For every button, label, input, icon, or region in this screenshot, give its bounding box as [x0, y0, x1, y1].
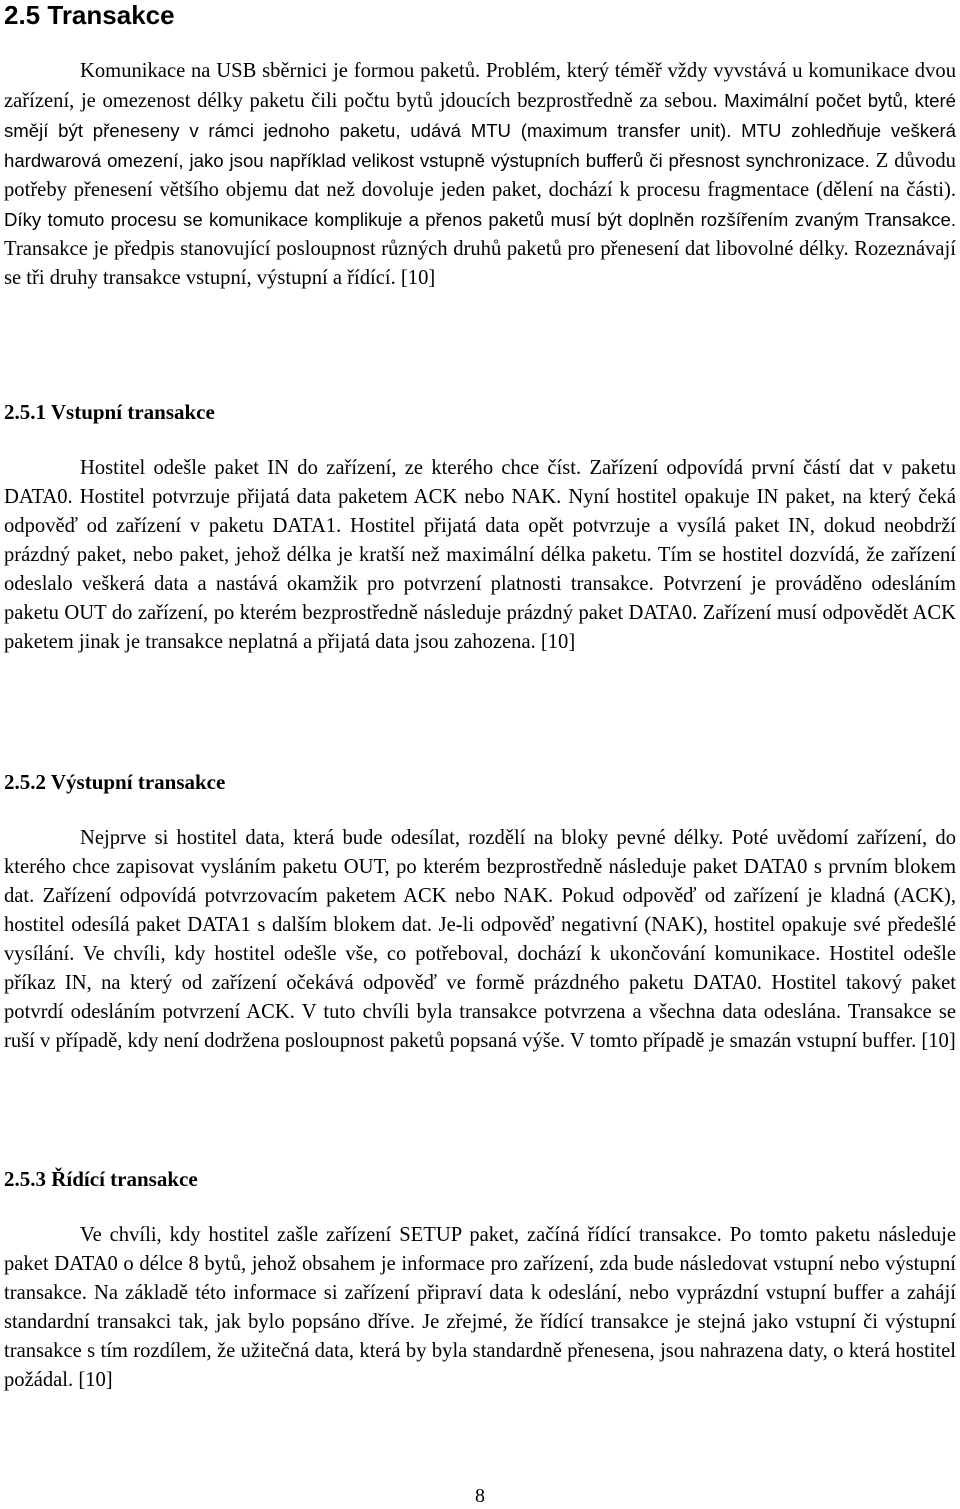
- subsection-title-control-transaction: 2.5.3 Řídící transakce: [4, 1167, 198, 1191]
- subsection-title-output-transaction: 2.5.2 Výstupní transakce: [4, 770, 226, 794]
- section-title: 2.5 Transakce: [4, 0, 175, 30]
- section-intro-paragraph: [4, 57, 956, 293]
- intro-sentence-1: Komunikace na USB sběrnici je formou paketů. Problém, který téměř vždy vyvstává u komunikace dvou zařízení, je omezenost délky paketu čili počtu bytů jdoucích bezprostředně za sebou.: [4, 60, 956, 112]
- intro-sentence-6: Rozeznávají se tři druhy transakce vstupní, výstupní a řídící. [10]: [4, 238, 956, 289]
- subsection-paragraph-control-transaction: Ve chvíli, kdy hostitel zašle zařízení SETUP paket, začíná řídící transakce. Po tomto paketu následuje paket DATA0 o délce 8 bytů, jehož obsahem je informace pro zařízení, zda bude následovat vstupní nebo výstupní transakce. Na základě této informace si zařízení připraví data k odeslání, nebo vyprázdní vstupní buffer a zahájí standardní transakci tak, jak bylo popsáno dříve. Je zřejmé, že řídící transakce je stejná jako vstupní či výstupní transakce s tím rozdílem, že užitečná data, která by byla standardně přenesena, jsou nahrazena daty, o která hostitel požádal. [10]: [4, 1224, 956, 1391]
- intro-sentence-4: Díky tomuto procesu se komunikace komplikuje a přenos paketů musí být doplněn rozšířením zvaným Transakce.: [4, 209, 956, 230]
- intro-sentence-5: Transakce je předpis stanovující posloupnost různých druhů paketů pro přenesení dat libovolné délky.: [4, 238, 849, 260]
- subsection-paragraph-output-transaction: Nejprve si hostitel data, která bude odesílat, rozdělí na bloky pevné délky. Poté uvědomí zařízení, do kterého chce zapisovat vysláním paketu OUT, po kterém bezprostředně následuje paket DATA0 s prvním blokem dat. Zařízení odpovídá potvrzovacím paketem ACK nebo NAK. Pokud odpověď od zařízení je kladná (ACK), hostitel odesílá paket DATA1 s dalším blokem dat. Je-li odpověď negativní (NAK), hostitel opakuje své předešlé vysílání. Ve chvíli, kdy hostitel odešle vše, co potřeboval, dochází k ukončování komunikace. Hostitel odešle příkaz IN, na který od zařízení očekává odpověď ve formě prázdného paketu DATA0. Hostitel takový paket potvrdí odesláním potvrzení ACK. V tuto chvíli byla transakce potvrzena a všechna data odeslána. Transakce se ruší v případě, kdy není dodržena posloupnost paketů popsaná výše. V tomto případě je smazán vstupní buffer. [10]: [4, 827, 956, 1052]
- intro-sentence-3: Z důvodu potřeby přenesení většího objemu dat než dovoluje jeden paket, dochází k procesu fragmentace (dělení na části).: [4, 150, 956, 201]
- page-number: 8: [475, 1485, 485, 1507]
- intro-sentence-2: Maximální počet bytů, které smějí být přeneseny v rámci jednoho paketu, udává MTU (maximum transfer unit). MTU zohledňuje veškerá hardwarová omezení, jako jsou například velikost vstupně výstupních bufferů či přesnost synchronizace.: [4, 90, 957, 171]
- subsection-paragraph-input-transaction: Hostitel odešle paket IN do zařízení, ze kterého chce číst. Zařízení odpovídá první částí dat v paketu DATA0. Hostitel potvrzuje přijatá data paketem ACK nebo NAK. Nyní hostitel opakuje IN paket, na který čeká odpověď od zařízení v paketu DATA1. Hostitel přijatá data opět potvrzuje a vysílá paket IN, dokud neobdrží prázdný paket, nebo paket, jehož délka je kratší než maximální délka paketu. Tím se hostitel dozvídá, že zařízení odeslalo veškerá data a nastává okamžik pro potvrzení platnosti transakce. Potvrzení je prováděno odesláním paketu OUT do zařízení, po kterém bezprostředně následuje prázdný paket DATA0. Zařízení musí odpovědět ACK paketem jinak je transakce neplatná a přijatá data jsou zahozena. [10]: [4, 457, 956, 653]
- subsection-title-input-transaction: 2.5.1 Vstupní transakce: [4, 400, 215, 424]
